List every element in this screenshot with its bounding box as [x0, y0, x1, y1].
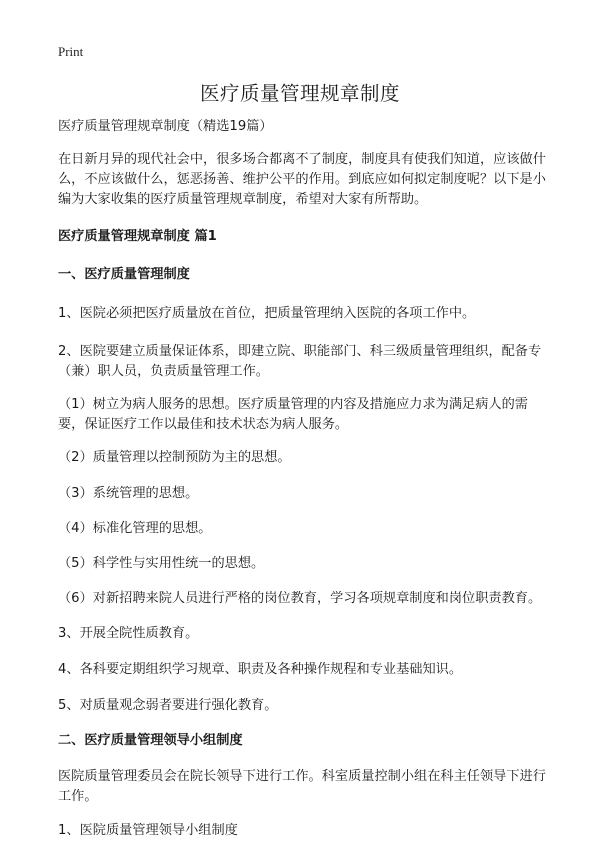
- item-2-4: （4）标准化管理的思想。: [58, 521, 212, 536]
- subtitle: 医疗质量管理规章制度（精选19篇）: [58, 119, 273, 134]
- print-link[interactable]: Print: [58, 44, 84, 59]
- item-2-2: （2）质量管理以控制预防为主的思想。: [58, 450, 291, 465]
- part2-heading: 二、医疗质量管理领导小组制度: [58, 733, 243, 748]
- part2-paragraph: 医院质量管理委员会在院长领导下进行工作。科室质量控制小组在科主任领导下进行工作。: [58, 769, 546, 804]
- part1-heading: 一、医疗质量管理制度: [58, 267, 190, 282]
- item-4: 4、各科要定期组织学习规章、职责及各种操作规程和专业基础知识。: [58, 662, 463, 677]
- item-2: 2、医院要建立质量保证体系，即建立院、职能部门、科三级质量管理组织，配备专（兼）职人员，负责质量管理工作。: [58, 344, 542, 379]
- section-heading: 医疗质量管理规章制度 篇1: [58, 229, 217, 244]
- page-title: 医疗质量管理规章制度: [199, 82, 400, 105]
- part2-item-1: 1、医院质量管理领导小组制度: [58, 823, 238, 838]
- item-3: 3、开展全院性质教育。: [58, 626, 199, 641]
- intro-paragraph: 在日新月异的现代社会中，很多场合都离不了制度，制度具有使我们知道，应该做什么，不应该做什么，惩恶扬善、维护公平的作用。到底应如何拟定制度呢？以下是小编为大家收集的医疗质量管理规章制度，希望对大家有所帮助。: [58, 152, 546, 207]
- item-1: 1、医院必须把医疗质量放在首位，把质量管理纳入医院的各项工作中。: [58, 306, 476, 321]
- item-5: 5、对质量观念弱者要进行强化教育。: [58, 698, 278, 713]
- item-2-3: （3）系统管理的思想。: [58, 486, 199, 501]
- item-2-1: （1）树立为病人服务的思想。医疗质量管理的内容及措施应力求为满足病人的需要，保证医疗工作以最佳和技术状态为病人服务。: [58, 397, 528, 432]
- document-body: [58, 117, 548, 841]
- item-2-5: （5）科学性与实用性统一的思想。: [58, 556, 265, 571]
- item-2-6: （6）对新招聘来院人员进行严格的岗位教育，学习各项规章制度和岗位职责教育。: [58, 591, 542, 606]
